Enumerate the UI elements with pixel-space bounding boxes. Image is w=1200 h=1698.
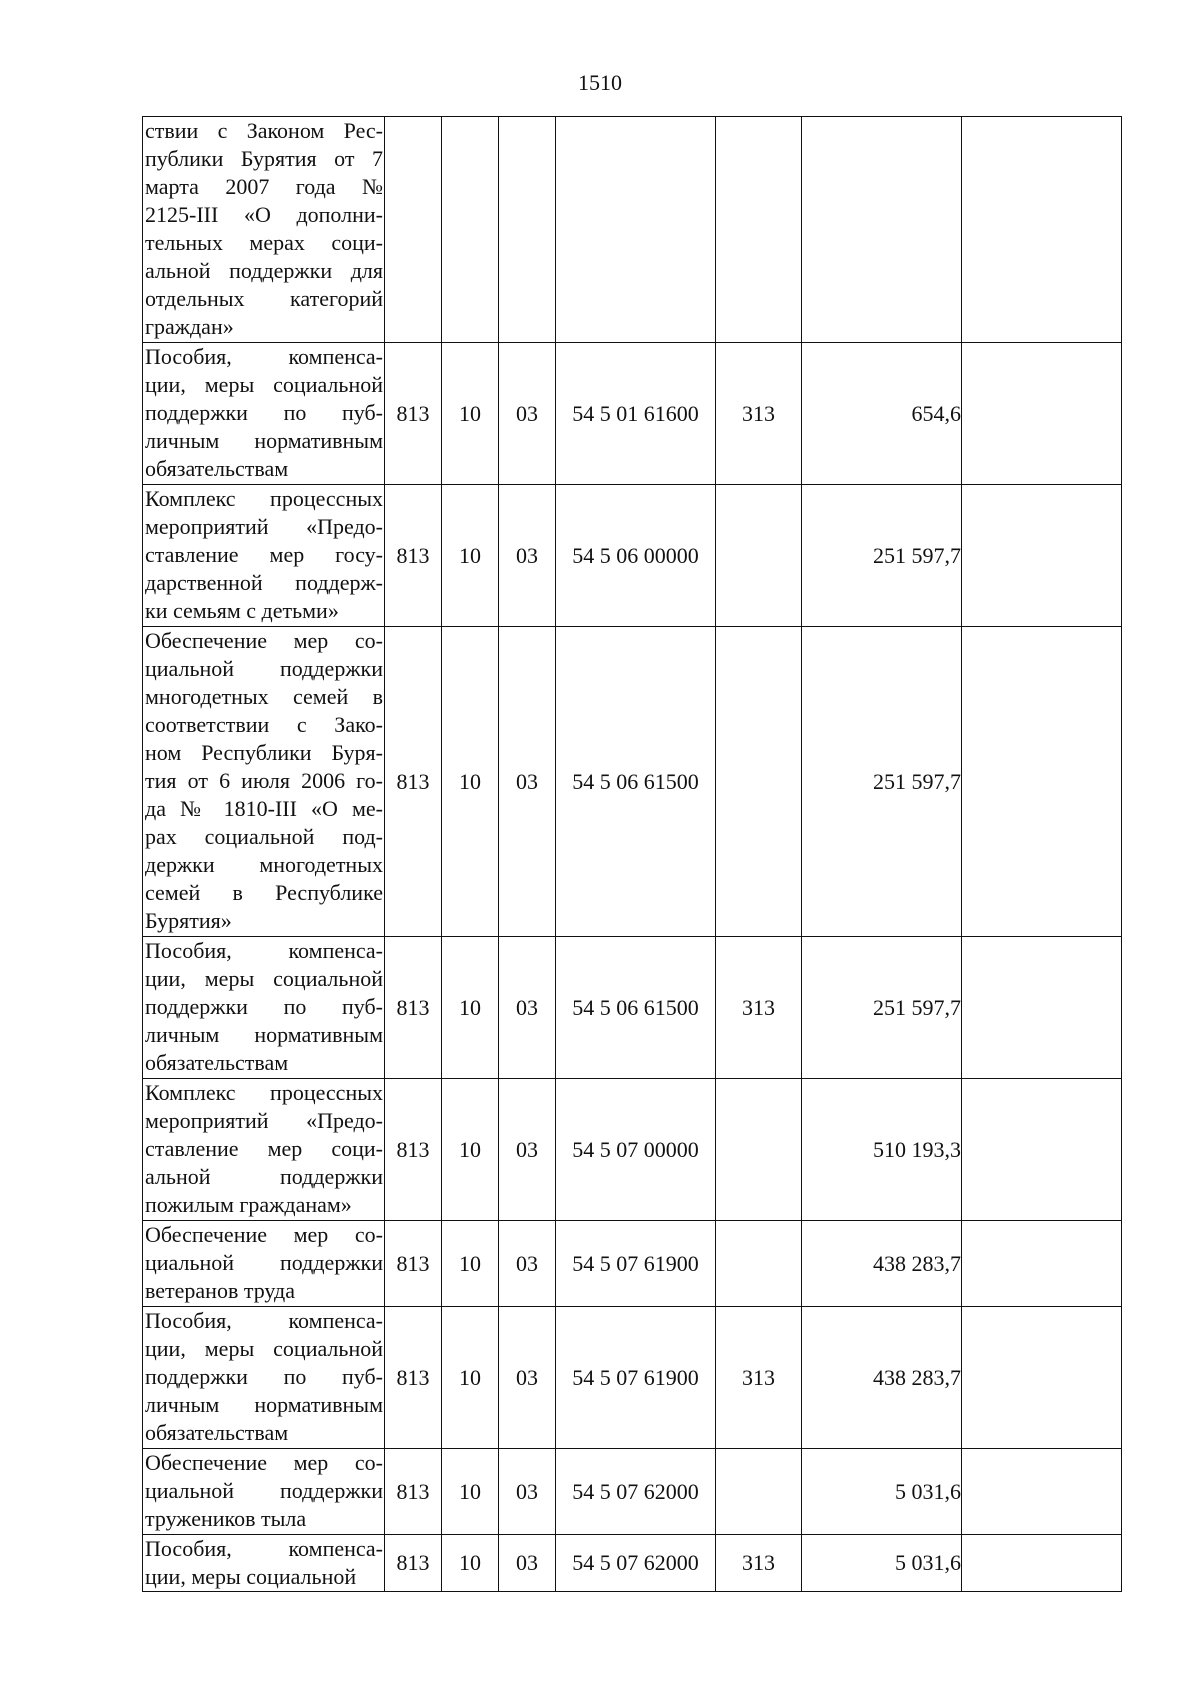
ministry-code-cell — [385, 117, 442, 343]
table-row — [143, 485, 1122, 627]
table-row — [143, 1221, 1122, 1307]
subsection-code-cell: 03 — [499, 1449, 556, 1535]
description-line: ции, меры социальной — [145, 1336, 383, 1361]
row-description — [143, 1221, 385, 1307]
row-description — [143, 937, 385, 1079]
target-article-cell: 54 5 06 61500 — [556, 937, 716, 1079]
description-line: поддержки по пуб- — [145, 994, 383, 1019]
description-line: обязательствам — [145, 1420, 289, 1445]
row-description — [143, 1079, 385, 1221]
description-line: ции, меры социальной — [145, 372, 383, 397]
ministry-code-cell: 813 — [385, 627, 442, 937]
description-line: ставление мер соци- — [145, 1136, 383, 1161]
description-line: альной поддержки — [145, 1164, 383, 1189]
amount-cell: 251 597,7 — [802, 627, 962, 937]
empty-cell — [962, 1079, 1122, 1221]
row-description — [143, 1307, 385, 1449]
description-line: ствии с Законом Рес- — [145, 118, 383, 143]
subsection-code-cell: 03 — [499, 343, 556, 485]
description-line: рах социальной под- — [145, 824, 383, 849]
target-article-cell: 54 5 07 61900 — [556, 1307, 716, 1449]
page-number: 1510 — [578, 70, 622, 95]
expense-type-cell — [716, 627, 802, 937]
expense-type-cell: 313 — [716, 343, 802, 485]
budget-table — [142, 116, 1122, 1592]
empty-cell — [962, 485, 1122, 627]
section-code-cell: 10 — [442, 1221, 499, 1307]
description-line: ветеранов труда — [145, 1278, 295, 1303]
section-code-cell: 10 — [442, 1535, 499, 1592]
table-row — [143, 343, 1122, 485]
table-row — [143, 627, 1122, 937]
description-line: ставление мер госу- — [145, 542, 383, 567]
description-line: обязательствам — [145, 1050, 289, 1075]
section-code-cell — [442, 117, 499, 343]
row-description — [143, 627, 385, 937]
description-line: обязательствам — [145, 456, 289, 481]
section-code-cell: 10 — [442, 485, 499, 627]
subsection-code-cell: 03 — [499, 627, 556, 937]
expense-type-cell: 313 — [716, 1307, 802, 1449]
row-description — [143, 343, 385, 485]
row-description — [143, 1535, 385, 1592]
amount-cell: 251 597,7 — [802, 485, 962, 627]
description-line: соответствии с Зако- — [145, 712, 383, 737]
subsection-code-cell: 03 — [499, 1079, 556, 1221]
subsection-code-cell: 03 — [499, 937, 556, 1079]
ministry-code-cell: 813 — [385, 1221, 442, 1307]
row-description — [143, 1449, 385, 1535]
description-line: да № 1810-III «О ме- — [145, 796, 383, 821]
description-line: тельных мерах соци- — [145, 230, 383, 255]
expense-type-cell — [716, 117, 802, 343]
expense-type-cell — [716, 1079, 802, 1221]
amount-cell: 5 031,6 — [802, 1535, 962, 1592]
target-article-cell — [556, 117, 716, 343]
amount-cell: 438 283,7 — [802, 1221, 962, 1307]
description-line: марта 2007 года № — [145, 174, 383, 199]
description-line: Бурятия» — [145, 908, 232, 933]
description-line: личным нормативным — [145, 428, 383, 453]
description-line: циальной поддержки — [145, 656, 383, 681]
amount-cell: 654,6 — [802, 343, 962, 485]
ministry-code-cell: 813 — [385, 485, 442, 627]
subsection-code-cell: 03 — [499, 1221, 556, 1307]
subsection-code-cell: 03 — [499, 485, 556, 627]
description-line: Обеспечение мер со- — [145, 1450, 383, 1475]
description-line: тия от 6 июля 2006 го- — [145, 768, 383, 793]
ministry-code-cell: 813 — [385, 1449, 442, 1535]
target-article-cell: 54 5 06 00000 — [556, 485, 716, 627]
ministry-code-cell: 813 — [385, 937, 442, 1079]
description-line: ции, меры социальной — [145, 966, 383, 991]
subsection-code-cell — [499, 117, 556, 343]
description-line: граждан» — [145, 314, 234, 339]
description-line: личным нормативным — [145, 1022, 383, 1047]
expense-type-cell — [716, 485, 802, 627]
description-line: Пособия, компенса- — [145, 1536, 383, 1561]
description-line: Пособия, компенса- — [145, 344, 383, 369]
description-line: Пособия, компенса- — [145, 1308, 383, 1333]
row-description — [143, 117, 385, 343]
description-line: мероприятий «Предо- — [145, 514, 383, 539]
expense-type-cell: 313 — [716, 1535, 802, 1592]
expense-type-cell: 313 — [716, 937, 802, 1079]
table-row — [143, 117, 1122, 343]
section-code-cell: 10 — [442, 343, 499, 485]
description-line: Обеспечение мер со- — [145, 1222, 383, 1247]
description-line: ном Республики Буря- — [145, 740, 383, 765]
description-line: мероприятий «Предо- — [145, 1108, 383, 1133]
table-row — [143, 1535, 1122, 1592]
table-row — [143, 1079, 1122, 1221]
section-code-cell: 10 — [442, 1079, 499, 1221]
description-line: семей в Республике — [145, 880, 383, 905]
amount-cell: 5 031,6 — [802, 1449, 962, 1535]
empty-cell — [962, 1307, 1122, 1449]
ministry-code-cell: 813 — [385, 1307, 442, 1449]
section-code-cell: 10 — [442, 937, 499, 1079]
table-body — [143, 117, 1122, 1592]
empty-cell — [962, 937, 1122, 1079]
subsection-code-cell: 03 — [499, 1535, 556, 1592]
section-code-cell: 10 — [442, 1307, 499, 1449]
target-article-cell: 54 5 07 62000 — [556, 1449, 716, 1535]
description-line: отдельных категорий — [145, 286, 383, 311]
description-line: Пособия, компенса- — [145, 938, 383, 963]
section-code-cell: 10 — [442, 627, 499, 937]
description-line: поддержки по пуб- — [145, 1364, 383, 1389]
empty-cell — [962, 117, 1122, 343]
description-line: тружеников тыла — [145, 1506, 307, 1531]
empty-cell — [962, 627, 1122, 937]
ministry-code-cell: 813 — [385, 343, 442, 485]
description-line: личным нормативным — [145, 1392, 383, 1417]
amount-cell — [802, 117, 962, 343]
amount-cell: 510 193,3 — [802, 1079, 962, 1221]
description-line: ки семьям с детьми» — [145, 598, 339, 623]
description-line: держки многодетных — [145, 852, 383, 877]
amount-cell: 251 597,7 — [802, 937, 962, 1079]
target-article-cell: 54 5 07 61900 — [556, 1221, 716, 1307]
description-line: 2125-III «О дополни- — [145, 202, 383, 227]
description-line: альной поддержки для — [145, 258, 383, 283]
description-line: поддержки по пуб- — [145, 400, 383, 425]
ministry-code-cell: 813 — [385, 1535, 442, 1592]
empty-cell — [962, 1221, 1122, 1307]
description-line: многодетных семей в — [145, 684, 383, 709]
description-line: циальной поддержки — [145, 1478, 383, 1503]
description-line: публики Бурятия от 7 — [145, 146, 383, 171]
description-line: циальной поддержки — [145, 1250, 383, 1275]
empty-cell — [962, 343, 1122, 485]
row-description — [143, 485, 385, 627]
target-article-cell: 54 5 07 62000 — [556, 1535, 716, 1592]
expense-type-cell — [716, 1221, 802, 1307]
description-line: ции, меры социальной — [145, 1564, 357, 1589]
empty-cell — [962, 1535, 1122, 1592]
target-article-cell: 54 5 01 61600 — [556, 343, 716, 485]
description-line: Комплекс процессных — [145, 486, 383, 511]
table-row — [143, 1307, 1122, 1449]
description-line: дарственной поддерж- — [145, 570, 383, 595]
description-line: Комплекс процессных — [145, 1080, 383, 1105]
target-article-cell: 54 5 07 00000 — [556, 1079, 716, 1221]
empty-cell — [962, 1449, 1122, 1535]
subsection-code-cell: 03 — [499, 1307, 556, 1449]
expense-type-cell — [716, 1449, 802, 1535]
section-code-cell: 10 — [442, 1449, 499, 1535]
description-line: Обеспечение мер со- — [145, 628, 383, 653]
amount-cell: 438 283,7 — [802, 1307, 962, 1449]
table-row — [143, 1449, 1122, 1535]
ministry-code-cell: 813 — [385, 1079, 442, 1221]
target-article-cell: 54 5 06 61500 — [556, 627, 716, 937]
description-line: пожилым гражданам» — [145, 1192, 352, 1217]
table-row — [143, 937, 1122, 1079]
